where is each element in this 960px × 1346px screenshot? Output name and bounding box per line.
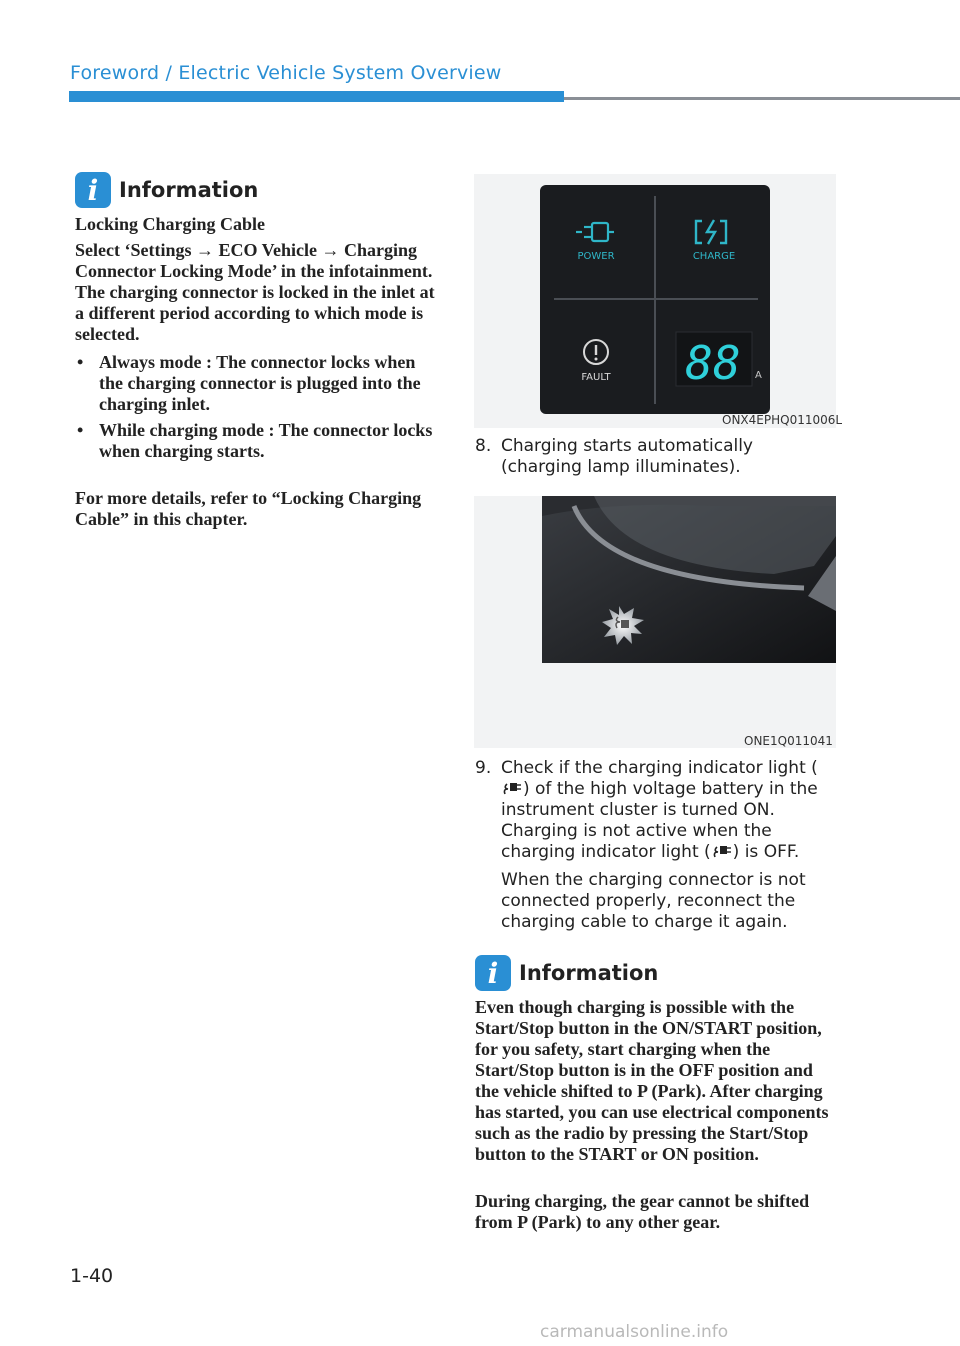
- mode-list: [75, 352, 440, 467]
- info-icon: i: [75, 172, 111, 208]
- info-icon: i: [475, 955, 511, 991]
- charging-lamp-figure: [474, 496, 836, 748]
- watermark: carmanualsonline.info: [540, 1322, 729, 1342]
- step-text: [501, 758, 835, 863]
- info-heading: Locking Charging Cable: [75, 214, 266, 234]
- figure-code: ONX4EPHQ011006L: [722, 413, 843, 427]
- step-9: [475, 758, 835, 933]
- figure-code: ONE1Q011041: [744, 734, 833, 748]
- step-text: Charging starts automatically (charging lamp illuminates).: [501, 436, 753, 477]
- info-label: Information: [519, 961, 659, 985]
- info-label: Information: [119, 178, 259, 202]
- charging-indicator-icon: [501, 780, 523, 797]
- list-item: • Always mode : The connector locks when the charging connector is plugged into the charging inlet.: [75, 352, 440, 415]
- section-title: Foreword / Electric Vehicle System Overview: [70, 62, 502, 84]
- step-text-part: ) of the high voltage battery in the instrument cluster is turned ON. Charging is not active when the charging indicator light (: [501, 779, 818, 862]
- list-item: • While charging mode : The connector locks when charging starts.: [75, 420, 440, 462]
- step-number: 9.: [475, 758, 492, 778]
- info-outro: For more details, refer to “Locking Charging Cable” in this chapter.: [75, 488, 422, 529]
- page-number: 1-40: [70, 1265, 114, 1287]
- charging-indicator-icon: [711, 843, 733, 860]
- power-label: POWER: [577, 251, 615, 262]
- charging-lamp-illustration: [474, 496, 836, 748]
- header-accent-bar: [69, 91, 564, 102]
- step-number: 8.: [475, 436, 492, 456]
- fault-label: FAULT: [581, 372, 611, 383]
- charger-panel-illustration: [474, 174, 836, 428]
- step-text: When the charging connector is not connected properly, reconnect the charging cable to charge it again.: [501, 870, 806, 932]
- header-rule: [564, 97, 960, 100]
- right-info-header: [475, 955, 658, 991]
- left-info-header: [75, 172, 258, 208]
- step-8: [475, 436, 835, 478]
- charger-panel-figure: [474, 174, 836, 428]
- info-paragraph: Even though charging is possible with the Start/Stop button in the ON/START position, for you safety, start charging when the Start/Stop button is in the OFF position and the vehicle shifted to P (Park). After charging has started, you can use electrical components such as the radio by pressing the Start/Stop button to the START or ON position.: [475, 997, 829, 1164]
- current-readout: 88: [685, 336, 741, 390]
- step-text-part: Check if the charging indicator light (: [501, 758, 818, 778]
- charge-label: CHARGE: [692, 251, 736, 262]
- current-unit: A: [755, 370, 762, 381]
- step-text-part: ) is OFF.: [732, 842, 800, 862]
- info-intro: Select ‘Settings → ECO Vehicle → Charging Connector Locking Mode’ in the infotainment. The charging connector is locked in the inlet at a different period according to which mode is selected.: [75, 240, 435, 344]
- info-paragraph: During charging, the gear cannot be shifted from P (Park) to any other gear.: [475, 1191, 810, 1232]
